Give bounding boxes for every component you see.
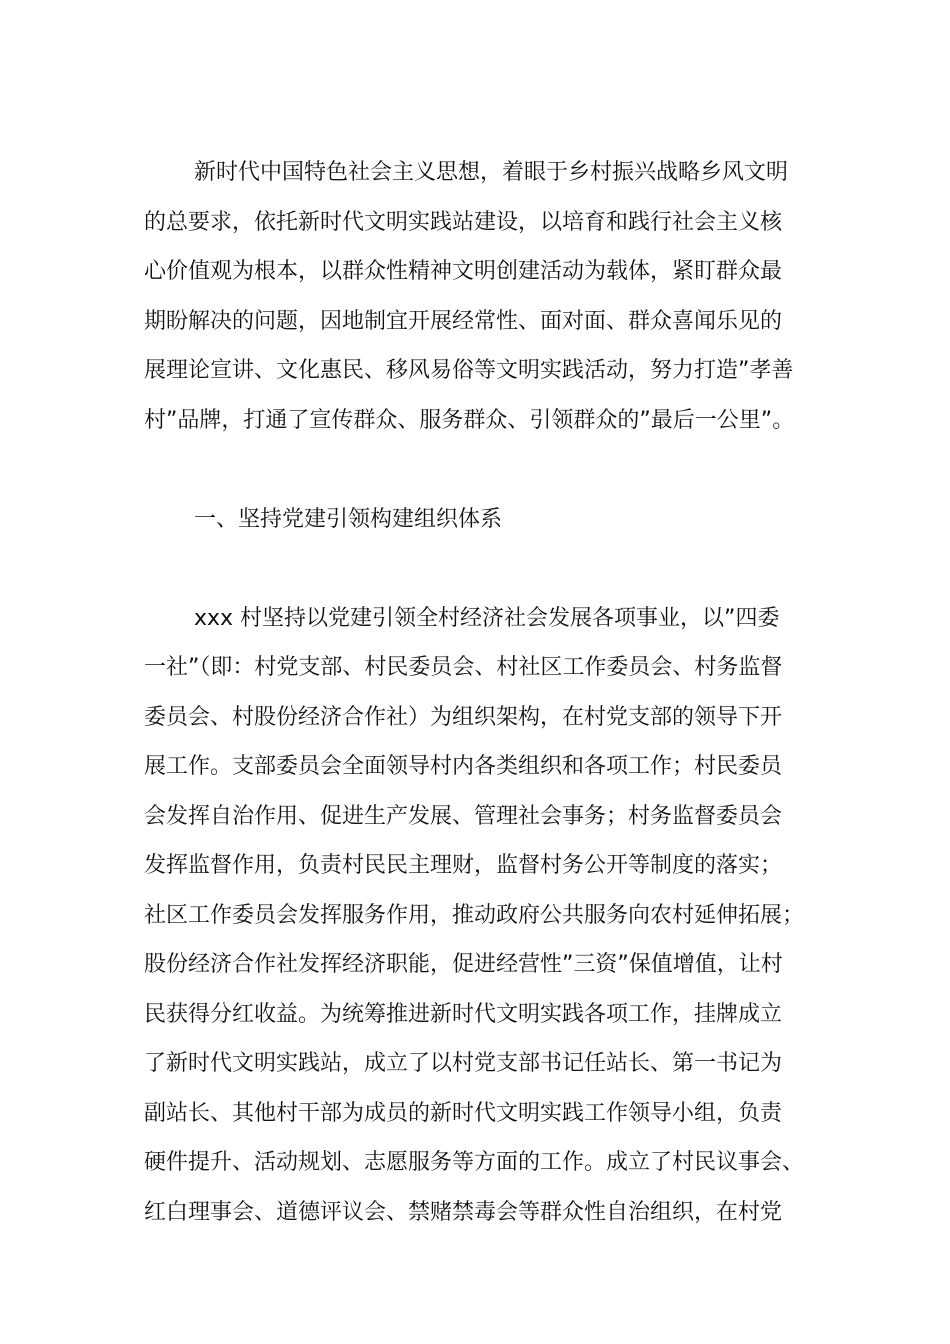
text-line: 村”品牌，打通了宣传群众、服务群众、引领群众的”最后一公里”。 bbox=[144, 407, 795, 433]
text-line: 展理论宣讲、文化惠民、移风易俗等文明实践活动，努力打造”孝善 bbox=[144, 358, 794, 383]
heading-line: 一、坚持党建引领构建组织体系 bbox=[194, 506, 503, 532]
text-line: 社区工作委员会发挥服务作用，推动政府公共服务向农村延伸拓展； bbox=[144, 902, 805, 928]
text-line: 发挥监督作用，负责村民民主理财，监督村务公开等制度的落实； bbox=[144, 853, 783, 878]
text-line: 心价值观为根本，以群众性精神文明创建活动为载体，紧盯群众最 bbox=[144, 259, 783, 284]
text-line: 民获得分红收益。为统筹推进新时代文明实践各项工作，挂牌成立 bbox=[144, 1001, 783, 1027]
text-line: 副站长、其他村干部为成员的新时代文明实践工作领导小组，负责 bbox=[144, 1100, 783, 1126]
text-line: 硬件提升、活动规划、志愿服务等方面的工作。成立了村民议事会、 bbox=[144, 1150, 805, 1175]
section-heading bbox=[144, 495, 808, 545]
body-paragraph bbox=[144, 594, 808, 1238]
text-line: 展工作。支部委员会全面领导村内各类组织和各项工作；村民委员 bbox=[144, 754, 783, 779]
text-line: 新时代中国特色社会主义思想，着眼于乡村振兴战略乡风文明 bbox=[194, 160, 789, 185]
text-line: 会发挥自治作用、促进生产发展、管理社会事务；村务监督委员会 bbox=[144, 803, 783, 829]
text-line: xxx 村坚持以党建引领全村经济社会发展各项事业，以”四委 bbox=[194, 605, 780, 631]
text-line: 红白理事会、道德评议会、禁赌禁毒会等群众性自治组织，在村党 bbox=[144, 1199, 783, 1225]
intro-paragraph bbox=[144, 148, 808, 445]
text-line: 了新时代文明实践站，成立了以村党支部书记任站长、第一书记为 bbox=[144, 1051, 783, 1076]
text-line: 委员会、村股份经济合作社）为组织架构，在村党支部的领导下开 bbox=[144, 704, 783, 730]
paragraph-gap bbox=[144, 445, 808, 495]
text-line: 一社”（即：村党支部、村民委员会、村社区工作委员会、村务监督 bbox=[144, 655, 783, 680]
document-body bbox=[144, 148, 808, 1237]
paragraph-gap bbox=[144, 544, 808, 594]
text-line: 期盼解决的问题，因地制宜开展经常性、面对面、群众喜闻乐见的 bbox=[144, 308, 783, 334]
text-line: 的总要求，依托新时代文明实践站建设，以培育和践行社会主义核 bbox=[144, 209, 783, 235]
text-line: 股份经济合作社发挥经济职能，促进经营性”三资”保值增值，让村 bbox=[144, 952, 783, 977]
